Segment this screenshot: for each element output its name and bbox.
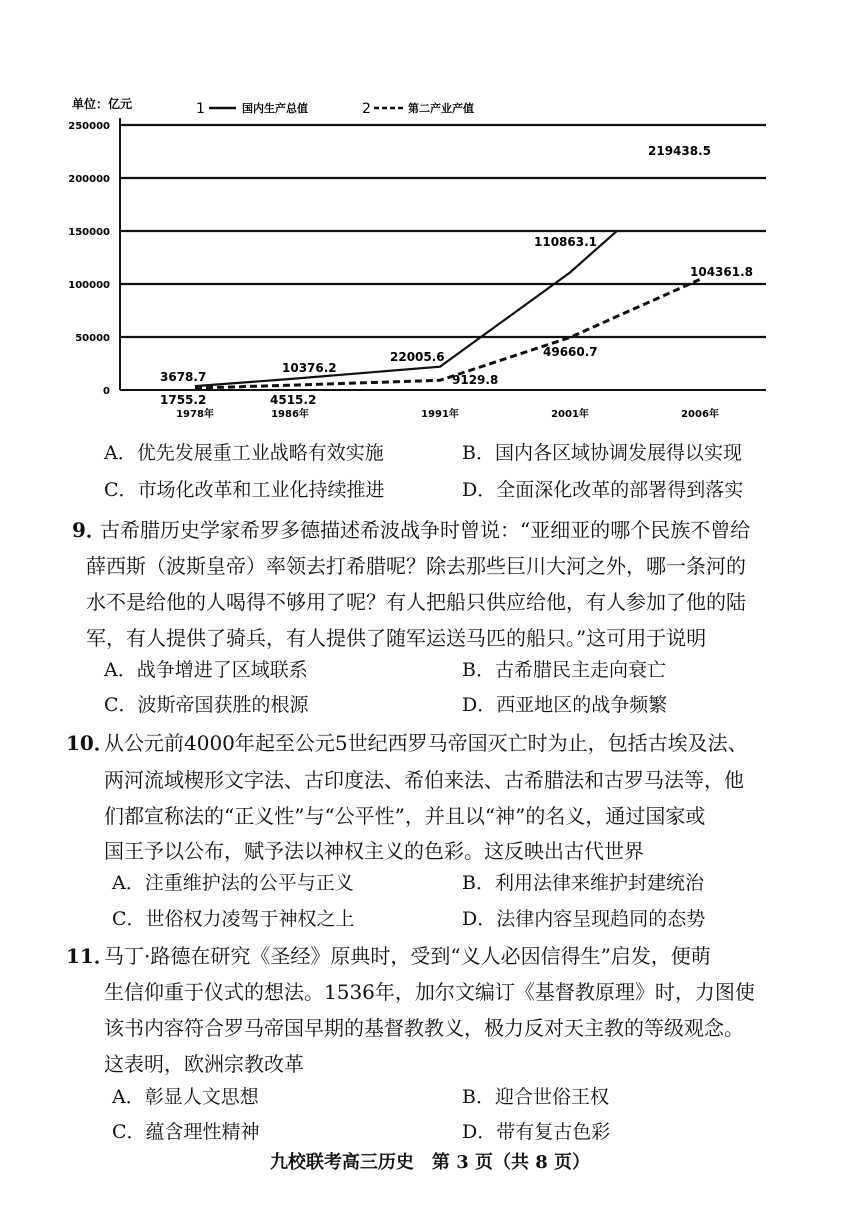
series-secondary-line bbox=[195, 279, 700, 388]
q11-option-b[interactable]: B．迎合世俗王权 bbox=[462, 1086, 609, 1108]
y-tick-label: 100000 bbox=[68, 280, 110, 291]
data-label-gdp: 110863.1 bbox=[534, 235, 598, 249]
x-tick-label: 1986年 bbox=[271, 409, 309, 420]
q10-option-c[interactable]: C．世俗权力凌驾于神权之上 bbox=[112, 908, 355, 930]
q8-option-c[interactable]: C．市场化改革和工业化持续推进 bbox=[104, 479, 385, 501]
q9-option-b[interactable]: B．古希腊民主走向衰亡 bbox=[462, 659, 666, 681]
q11-option-d[interactable]: D．带有复古色彩 bbox=[462, 1121, 611, 1143]
legend-number-2: 2 bbox=[362, 101, 371, 117]
q8-option-a[interactable]: A．优先发展重工业战略有效实施 bbox=[104, 442, 384, 464]
q10-option-d[interactable]: D．法律内容呈现趋同的态势 bbox=[462, 908, 706, 930]
y-tick-label: 50000 bbox=[75, 333, 110, 344]
q11-option-a[interactable]: A．彰显人文思想 bbox=[112, 1086, 259, 1108]
y-axis-tick-labels bbox=[68, 121, 110, 397]
gdp-line-chart bbox=[0, 0, 860, 430]
legend-number-1: 1 bbox=[196, 101, 205, 117]
q10-number: 10． bbox=[66, 731, 114, 755]
q10-option-b[interactable]: B．利用法律来维护封建统治 bbox=[462, 872, 704, 894]
q10-stem-line-1: 从公元前4000年起至公元5世纪西罗马帝国灭亡时为止，包括古埃及法、 bbox=[104, 731, 748, 755]
q11-stem-line-2: 生信仰重于仪式的想法。1536年，加尔文编订《基督教原理》时，力图使 bbox=[104, 980, 755, 1004]
x-tick-label: 1978年 bbox=[176, 409, 214, 420]
y-tick-label: 200000 bbox=[68, 174, 110, 185]
legend-label-gdp: 国内生产总值 bbox=[242, 102, 308, 115]
q9-stem-line-2: 薛西斯（波斯皇帝）率领去打希腊呢？除去那些巨川大河之外，哪一条河的 bbox=[86, 554, 746, 578]
data-label-secondary: 1755.2 bbox=[160, 393, 207, 407]
data-label-gdp: 22005.6 bbox=[390, 350, 445, 364]
legend bbox=[196, 101, 474, 117]
data-label-gdp: 3678.7 bbox=[160, 370, 207, 384]
q9-number: 9． bbox=[72, 518, 106, 542]
q10-stem-line-4: 国王予以公布，赋予法以神权主义的色彩。这反映出古代世界 bbox=[104, 839, 644, 863]
q10-option-a[interactable]: A．注重维护法的公平与正义 bbox=[112, 872, 354, 894]
data-label-gdp: 10376.2 bbox=[282, 361, 337, 375]
data-label-secondary: 9129.8 bbox=[452, 373, 499, 387]
q9-stem-line-3: 水不是给他的人喝得不够用了呢？有人把船只供应给他，有人参加了他的陆 bbox=[86, 590, 746, 614]
x-tick-label: 1991年 bbox=[421, 409, 459, 420]
unit-label: 单位：亿元 bbox=[72, 97, 133, 111]
y-tick-label: 0 bbox=[103, 386, 110, 397]
series-lines bbox=[195, 157, 700, 388]
q8-option-d[interactable]: D．全面深化改革的部署得到落实 bbox=[462, 479, 744, 501]
q11-stem-line-3: 该书内容符合罗马帝国早期的基督教教义，极力反对天主教的等级观念。 bbox=[104, 1016, 744, 1040]
x-tick-label: 2001年 bbox=[551, 409, 589, 420]
q9-stem-line-4: 军，有人提供了骑兵，有人提供了随军运送马匹的船只。”这可用于说明 bbox=[86, 626, 707, 650]
legend-label-secondary: 第二产业产值 bbox=[408, 102, 474, 115]
q11-number: 11． bbox=[66, 944, 114, 968]
page-footer: 九校联考高三历史 第 3 页（共 8 页） bbox=[269, 1152, 591, 1173]
q9-option-c[interactable]: C．波斯帝国获胜的根源 bbox=[104, 694, 309, 716]
q11-option-c[interactable]: C．蕴含理性精神 bbox=[112, 1121, 260, 1143]
y-tick-label: 250000 bbox=[68, 121, 110, 132]
y-tick-label: 150000 bbox=[68, 227, 110, 238]
series-gdp-line bbox=[195, 157, 700, 386]
q10-stem-line-3: 们都宣称法的“正义性”与“公平性”，并且以“神”的名义，通过国家或 bbox=[104, 804, 706, 828]
q11-stem-line-4: 这表明，欧洲宗教改革 bbox=[104, 1052, 304, 1076]
data-label-secondary: 4515.2 bbox=[270, 393, 317, 407]
data-label-gdp: 219438.5 bbox=[648, 144, 712, 158]
q10-stem-line-2: 两河流域楔形文字法、古印度法、希伯来法、古希腊法和古罗马法等，他 bbox=[104, 768, 744, 792]
q9-option-d[interactable]: D．西亚地区的战争频繁 bbox=[462, 694, 668, 716]
q9-option-a[interactable]: A．战争增进了区域联系 bbox=[104, 659, 308, 681]
x-tick-label: 2006年 bbox=[681, 409, 719, 420]
x-axis-tick-labels bbox=[176, 407, 719, 420]
data-label-secondary: 49660.7 bbox=[543, 345, 598, 359]
q8-option-b[interactable]: B．国内各区域协调发展得以实现 bbox=[462, 442, 742, 464]
q9-stem-line-1: 古希腊历史学家希罗多德描述希波战争时曾说：“亚细亚的哪个民族不曾给 bbox=[100, 518, 751, 542]
data-labels bbox=[160, 144, 753, 407]
data-label-secondary: 104361.8 bbox=[690, 265, 754, 279]
q11-stem-line-1: 马丁·路德在研究《圣经》原典时，受到“义人必因信得生”启发，便萌 bbox=[104, 944, 711, 968]
